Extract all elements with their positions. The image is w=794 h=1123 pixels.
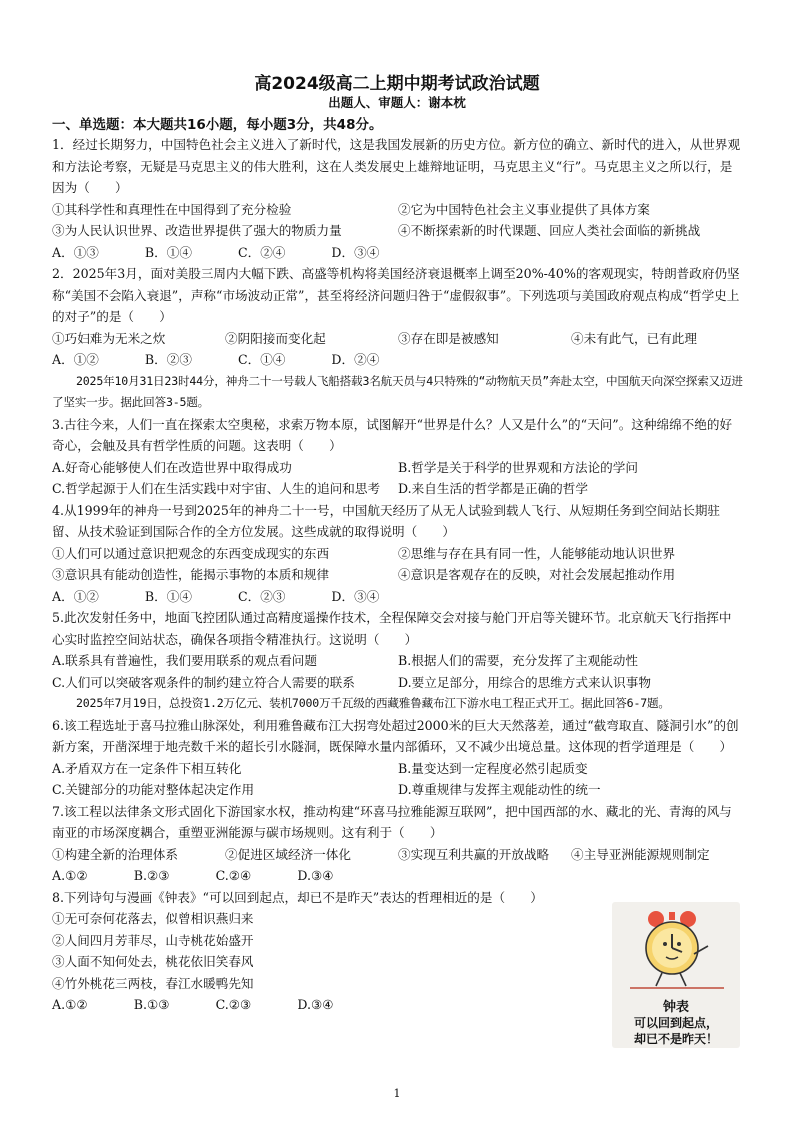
clock-character-icon — [612, 902, 740, 994]
context-paragraph-1: 2025年10月31日23时44分，神舟二十一号载人飞船搭载3名航天员与4只特殊的“动物航天员”奔赴太空，中国航天向深空探索又迈进了坚实一步。据此回答3-5题。 — [52, 373, 743, 409]
question-7-options — [52, 865, 744, 887]
option-c: C.②④ — [215, 868, 252, 883]
statement: ③意识具有能动创造性，能揭示事物的本质和规律 — [52, 567, 330, 582]
author-line: 出题人、审题人：谢本枕 — [328, 95, 466, 110]
option-a: A.矛盾双方在一定条件下相互转化 — [52, 760, 242, 776]
question-7-stem: 7.该工程以法律条文形式固化下游国家水权，推动构建“环喜马拉雅能源互联网”，把中国西部的水、藏北的光、青海的风与南亚的市场深度耦合，重塑亚洲能源与碳市场规则。这有利于（ ） — [52, 803, 732, 840]
question-8-stem: 8.下列诗句与漫画《钟表》“可以回到起点，却已不是昨天”表达的哲理相近的是（ ） — [52, 889, 543, 905]
option-b: B.哲学是关于科学的世界观和方法论的学问 — [398, 459, 638, 475]
question-5-options-a — [52, 650, 744, 672]
option-d: D.尊重规律与发挥主观能动性的统一 — [398, 782, 601, 797]
option-a: A．①③ — [52, 244, 99, 260]
option-c: C.关键部分的功能对整体起决定作用 — [52, 782, 255, 797]
statement: ①构建全新的治理体系 — [52, 846, 178, 862]
question-6-options-b — [52, 779, 744, 801]
statement: ②促进区域经济一体化 — [225, 846, 351, 862]
question-1-statements-b — [52, 220, 744, 242]
option-b: B.②③ — [133, 868, 170, 883]
question-1-options — [52, 242, 744, 264]
option-b: B．①④ — [144, 244, 192, 260]
cartoon-caption-line-1: 可以回到起点， — [633, 1016, 718, 1030]
option-c: C．②③ — [237, 588, 286, 604]
option-b: B.量变达到一定程度必然引起质变 — [398, 760, 588, 776]
question-4-options — [52, 586, 744, 608]
option-a: A．①② — [52, 352, 99, 367]
option-d: D.③④ — [297, 868, 334, 883]
page-number: 1 — [393, 1087, 401, 1100]
statement: ④不断探索新的时代课题、回应人类社会面临的新挑战 — [398, 223, 701, 238]
option-a: A.①② — [52, 868, 88, 883]
question-2-stem: 2．2025年3月，面对美股三周内大幅下跌、高盛等机构将美国经济衰退概率上调至20%-40%的客观现实，特朗普政府仍坚称“美国不会陷入衰退”，声称“市场波动正常”，甚至将经济问题归咎于“虚假叙事”。下列选项与美国政府观点构成“哲学史上的对子”的是（ ） — [52, 266, 740, 324]
statement: ②阴阳接而变化起 — [225, 330, 326, 346]
option-a: A.①② — [52, 997, 88, 1012]
statement: ④意识是客观存在的反映，对社会发展起推动作用 — [398, 567, 676, 582]
question-4-statements-b — [52, 564, 744, 586]
question-7-statements — [52, 844, 744, 866]
statement: ③为人民认识世界、改造世界提供了强大的物质力量 — [52, 223, 342, 238]
question-3-options-b — [52, 478, 744, 500]
option-b: B．①④ — [144, 588, 192, 604]
question-4-statements-a — [52, 543, 744, 565]
page-title: 高2024级高二上期中期考试政治试题 — [254, 74, 540, 94]
statement: ①其科学性和真理性在中国得到了充分检验 — [52, 201, 292, 217]
statement: ②思维与存在具有同一性，人能够能动地认识世界 — [398, 545, 676, 561]
statement: ①无可奈何花落去，似曾相识燕归来 — [52, 911, 254, 926]
question-4-stem: 4.从1999年的神舟一号到2025年的神舟二十一号，中国航天经历了从无人试验到载人飞行、从短期任务到空间站长期驻留、从技术验证到国际合作的全方位发展。这些成就的取得说明（ ） — [52, 502, 721, 539]
option-a: A.好奇心能够使人们在改造世界中取得成功 — [52, 459, 292, 475]
statement: ④主导亚洲能源规则制定 — [571, 846, 710, 862]
statement: ①人们可以通过意识把观念的东西变成现实的东西 — [52, 545, 330, 561]
option-d: D.来自生活的哲学都是正确的哲学 — [398, 481, 588, 496]
option-d: D.要立足部分，用综合的思维方式来认识事物 — [398, 674, 651, 690]
question-5-stem: 5.此次发射任务中，地面飞控团队通过高精度遥操作技术，全程保障交会对接与舱门开启等关键环节。北京航天飞行指挥中心实时监控空间站状态，确保各项指令精准执行。这说明（ ） — [52, 610, 732, 647]
question-1-stem: 1．经过长期努力，中国特色社会主义进入了新时代，这是我国发展新的历史方位。新方位的确立、新时代的进入，从世界观和方法论考察，无疑是马克思主义的伟大胜利，这在人类发展史上雄辩地证明，马克思主义“行”。马克思主义之所以行，是因为（ ） — [52, 137, 741, 195]
option-b: B.①③ — [133, 997, 170, 1012]
questions — [52, 134, 744, 1016]
clock-cartoon — [612, 902, 740, 1048]
statement: ④未有此气，已有此理 — [571, 330, 697, 346]
cartoon-title: 钟表 — [662, 1000, 689, 1015]
question-3-stem: 3.古往今来，人们一直在探索太空奥秘，求索万物本原，试图解开“世界是什么？人又是什么”的“天问”。这种绵绵不绝的好奇心，会触及具有哲学性质的问题。这表明（ ） — [52, 416, 733, 453]
statement: ②人间四月芳菲尽，山寺桃花始盛开 — [52, 932, 254, 948]
option-c: C．②④ — [237, 244, 286, 260]
statement: ③人面不知何处去，桃花依旧笑春风 — [52, 954, 254, 969]
option-b: B．②③ — [144, 352, 192, 367]
cartoon-caption-line-2: 却已不是昨天！ — [633, 1032, 718, 1046]
option-d: D.③④ — [297, 997, 334, 1012]
statement: ④竹外桃花三两枝，春江水暖鸭先知 — [52, 975, 254, 991]
question-8-statements — [52, 908, 592, 994]
section-heading: 一、单选题：本大题共16小题，每小题3分，共48分。 — [52, 117, 383, 133]
question-1-statements-a — [52, 199, 744, 221]
question-6-stem: 6.该工程选址于喜马拉雅山脉深处，利用雅鲁藏布江大拐弯处超过2000米的巨大天然落差，通过“截弯取直、隧洞引水”的创新方案，开凿深埋于地壳数千米的超长引水隧洞，既保障水量内部循环，又不减少出境总量。这体现的哲学道理是（ ） — [52, 717, 739, 754]
question-3-options-a — [52, 457, 744, 479]
statement: ③存在即是被感知 — [398, 330, 499, 346]
option-d: D．③④ — [331, 588, 380, 604]
option-d: D．②④ — [331, 352, 380, 367]
option-a: A.联系具有普遍性，我们要用联系的观点看问题 — [52, 653, 317, 668]
option-b: B.根据人们的需要，充分发挥了主观能动性 — [398, 653, 638, 668]
question-5-options-b — [52, 672, 744, 694]
option-c: C.人们可以突破客观条件的制约建立符合人需要的联系 — [52, 674, 355, 690]
statement: ①巧妇难为无米之炊 — [52, 330, 166, 346]
question-2-options — [52, 349, 744, 371]
question-2-statements — [52, 328, 744, 350]
question-6-options-a — [52, 758, 744, 780]
statement: ③实现互利共赢的开放战略 — [398, 846, 550, 862]
option-d: D．③④ — [331, 244, 380, 260]
context-paragraph-2: 2025年7月19日，总投资1.2万亿元、装机7000万千瓦级的西藏雅鲁藏布江下游水电工程正式开工。据此回答6-7题。 — [76, 696, 670, 710]
option-c: C.哲学起源于人们在生活实践中对宇宙、人生的追问和思考 — [52, 481, 381, 496]
option-a: A．①② — [52, 588, 99, 604]
option-c: C.②③ — [215, 997, 252, 1012]
statement: ②它为中国特色社会主义事业提供了具体方案 — [398, 201, 650, 217]
option-c: C．①④ — [237, 352, 286, 367]
